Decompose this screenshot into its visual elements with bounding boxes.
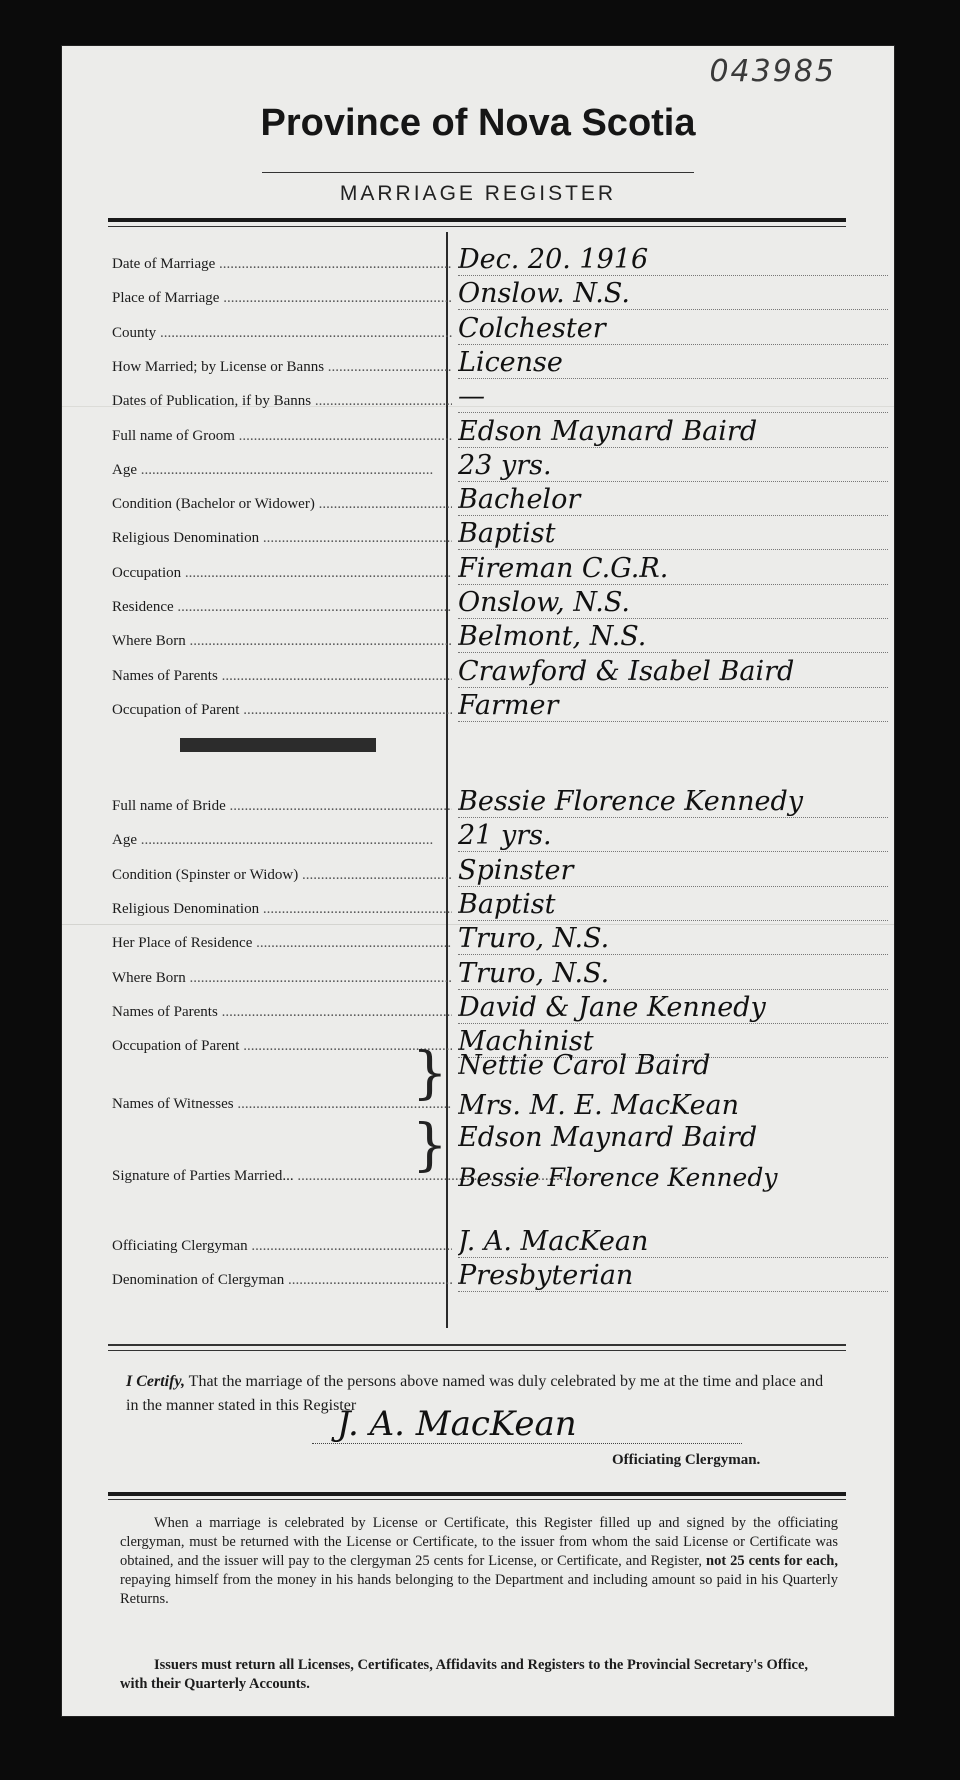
field-row — [112, 587, 892, 621]
certify-lead: I Certify, — [126, 1373, 185, 1390]
field-row — [112, 347, 892, 381]
field-label: Denomination of Clergyman ..... — [112, 1270, 452, 1290]
field-value: Machinist — [458, 1026, 594, 1058]
field-row — [112, 786, 892, 820]
field-label: Signature of Parties Married... ..... — [112, 1166, 452, 1186]
field-row — [112, 923, 892, 957]
field-value: 23 yrs. — [458, 449, 552, 481]
certify-text: That the marriage of the persons above named was duly celebrated by me at the time and place and in the manner stated in this Register — [126, 1373, 824, 1414]
field-label: How Married; by License or Banns ..... — [112, 357, 452, 377]
marriage-register-document — [62, 46, 894, 1716]
field-value: Spinster — [458, 854, 574, 886]
field-label: Age ..... — [112, 460, 452, 480]
section-divider-thin — [108, 1350, 846, 1351]
header-rule — [108, 218, 846, 222]
field-value: J. A. MacKean — [458, 1226, 649, 1257]
field-value: Baptist — [458, 888, 556, 920]
party-signature-bride: Bessie Florence Kennedy — [458, 1163, 778, 1192]
field-value: Farmer — [458, 689, 559, 721]
field-row — [112, 889, 892, 923]
field-row — [112, 553, 892, 587]
field-label: Age ..... — [112, 830, 452, 850]
field-label: Names of Parents ..... — [112, 1002, 452, 1022]
section-divider — [108, 1344, 846, 1346]
field-label: Her Place of Residence ..... — [112, 933, 452, 953]
field-row — [112, 484, 892, 518]
field-row — [112, 381, 892, 415]
field-label: Where Born ..... — [112, 968, 452, 988]
field-label: Full name of Bride ..... — [112, 796, 452, 816]
party-value-row — [112, 1162, 892, 1196]
notice-emphasis: not 25 cents for each, — [706, 1553, 838, 1569]
field-row — [112, 621, 892, 655]
field-row — [112, 690, 892, 724]
brace-symbol: } — [412, 1113, 448, 1178]
field-value: Colchester — [458, 312, 606, 344]
field-label: Dates of Publication, if by Banns ..... — [112, 391, 452, 411]
notice-text-2: repaying himself from the money in his hands belonging to the Department and including amount so paid in his Quarterly Returns. — [120, 1572, 838, 1607]
field-label: Names of Witnesses ..... — [112, 1094, 452, 1114]
field-row — [112, 958, 892, 992]
party-value-row — [112, 1122, 892, 1156]
footer-rule-thin — [108, 1499, 846, 1500]
field-value: Dec. 20. 1916 — [458, 244, 649, 275]
field-value: David & Jane Kennedy — [458, 991, 766, 1023]
field-label: Full name of Groom ..... — [112, 426, 452, 446]
field-row — [112, 1226, 892, 1260]
field-value: Bessie Florence Kennedy — [458, 786, 804, 817]
witness-name-2: Mrs. M. E. MacKean — [458, 1090, 740, 1121]
field-label: Residence ..... — [112, 597, 452, 617]
field-row — [112, 416, 892, 450]
field-value: — — [458, 381, 485, 413]
field-row — [112, 313, 892, 347]
field-label: Condition (Spinster or Widow) ..... — [112, 865, 452, 885]
serial-number: 043985 — [709, 54, 836, 89]
field-label: Date of Marriage ..... — [112, 254, 452, 274]
field-label: Names of Parents ..... — [112, 666, 452, 686]
issuers-notice: Issuers must return all Licenses, Certificates, Affidavits and Registers to the Provincial Secretary's Office, with their Quarterly Accounts. — [120, 1657, 809, 1692]
field-label: Occupation of Parent ..... — [112, 700, 452, 720]
field-value: 21 yrs. — [458, 820, 552, 852]
witness-value-row — [112, 1090, 892, 1124]
field-value: Onslow, N.S. — [458, 587, 630, 618]
field-row — [112, 820, 892, 854]
document-title: Province of Nova Scotia — [260, 102, 696, 144]
field-row — [112, 518, 892, 552]
field-row — [112, 855, 892, 889]
field-row — [112, 1260, 892, 1294]
field-value: Onslow. N.S. — [458, 278, 630, 310]
field-row — [112, 450, 892, 484]
field-row — [112, 656, 892, 690]
header-rule-thin — [108, 226, 846, 227]
field-row — [112, 244, 892, 278]
brace-symbol: } — [412, 1041, 448, 1106]
party-signature-groom: Edson Maynard Baird — [458, 1122, 758, 1153]
notice-text-1: When a marriage is celebrated by License or Certificate, this Register filled up and signed by the officiating clergyman, must be returned with the License or Certificate, to the issuer from whom the said License or Certificate was obtained, and the issuer will pay to the clergyman 25 cents for License, or Certificate, and Register, — [120, 1515, 838, 1569]
field-value: Truro, N.S. — [458, 957, 610, 989]
signature-caption: Officiating Clergyman. — [612, 1452, 761, 1468]
field-label: Occupation of Parent ..... — [112, 1036, 452, 1056]
field-label: Occupation ..... — [112, 563, 452, 583]
field-row — [112, 992, 892, 1026]
field-value: Bachelor — [458, 484, 581, 516]
field-value: License — [458, 346, 563, 378]
return-instructions — [120, 1514, 838, 1609]
clergy-signature: J. A. MacKean — [337, 1404, 577, 1444]
field-value: Presbyterian — [458, 1260, 634, 1291]
field-value: Edson Maynard Baird — [458, 415, 758, 447]
signature-line — [312, 1442, 742, 1444]
field-value: Fireman C.G.R. — [458, 552, 669, 584]
field-label: Place of Marriage ..... — [112, 288, 452, 308]
field-label: Officiating Clergyman ..... — [112, 1236, 452, 1256]
field-value: Truro, N.S. — [458, 923, 610, 955]
field-label: Religious Denomination ..... — [112, 528, 452, 548]
field-value: Crawford & Isabel Baird — [458, 655, 795, 687]
title-divider — [262, 172, 694, 173]
field-label: County ..... — [112, 323, 452, 343]
document-subtitle: MARRIAGE REGISTER — [339, 182, 617, 205]
field-label: Where Born ..... — [112, 631, 452, 651]
field-value: Baptist — [458, 518, 556, 550]
witness-name-1: Nettie Carol Baird — [458, 1050, 711, 1081]
footer-rule — [108, 1492, 846, 1496]
field-value: Belmont, N.S. — [458, 621, 647, 653]
bride-section-marker — [180, 738, 376, 752]
witness-value-row — [112, 1050, 892, 1084]
field-label: Religious Denomination ..... — [112, 899, 452, 919]
field-label: Condition (Bachelor or Widower) ..... — [112, 494, 452, 514]
field-row — [112, 278, 892, 312]
